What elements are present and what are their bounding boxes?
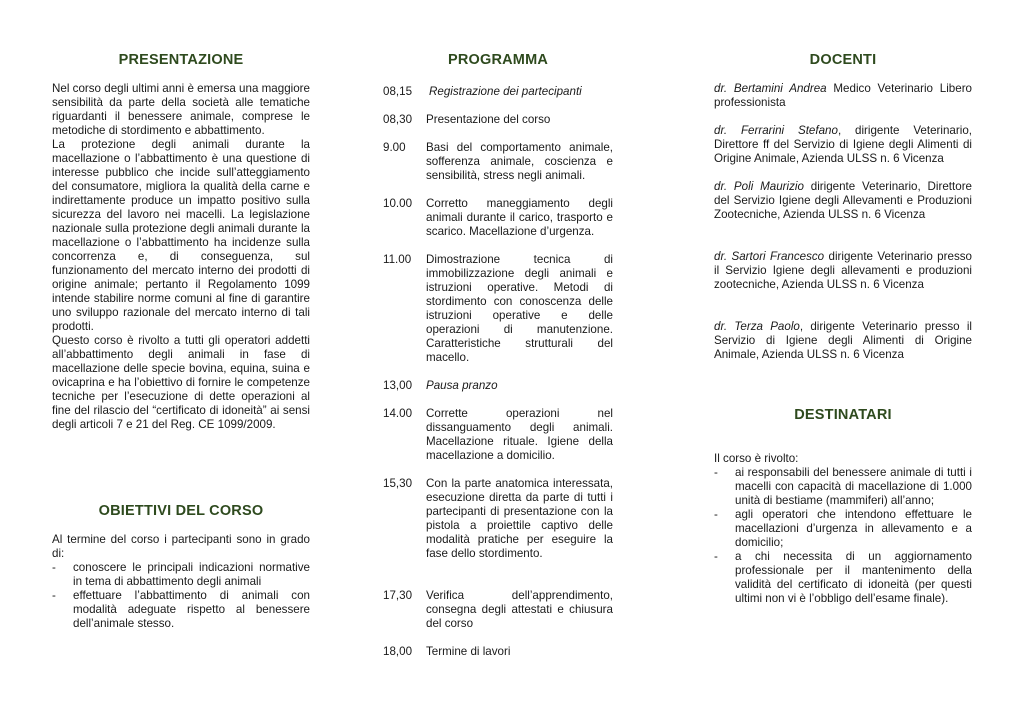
programma-text: Verifica dell’apprendimento, consegna degli attestati e chiusura del corso <box>426 589 613 630</box>
programma-row <box>383 141 613 183</box>
docente-role: , dirigente Veterinario, Direttore ff del Servizio di Igiene degli Alimenti di Origine Animale, Azienda ULSS n. 6 Vicenza <box>714 124 972 165</box>
list-item: - effettuare l’abbattimento di animali con modalità adeguate rispetto al benessere dell’animale stesso. <box>52 589 310 631</box>
programma-text: Termine di lavori <box>426 645 511 658</box>
list-item: - agli operatori che intendono effettuare le macellazioni d’urgenza in allevamento e a domicilio; <box>714 508 972 550</box>
programma-time: 9.00 <box>383 141 406 154</box>
destinatari-body <box>714 452 972 606</box>
obiettivi-heading: OBIETTIVI DEL CORSO <box>98 503 264 519</box>
programma-text: Registrazione dei partecipanti <box>429 85 582 98</box>
list-item: - a chi necessita di un aggiornamento professionale per il mantenimento della validità del certificato di idoneità (per questi ultimi non vi è l’obbligo dell’esame finale). <box>714 550 972 606</box>
docente-name: dr. Terza Paolo <box>714 320 800 333</box>
docente-role: dirigente Veterinario presso il Servizio Igiene degli allevamenti e produzioni zootecniche, Azienda ULSS n. 6 Vicenza <box>714 250 972 291</box>
programma-time: 15,30 <box>383 477 413 490</box>
programma-row <box>383 477 613 561</box>
presentazione-heading: PRESENTAZIONE <box>118 52 244 68</box>
programma-row <box>383 589 613 631</box>
programma-text: Corretto maneggiamento degli animali durante il carico, trasporto e scarico. Macellazione d’urgenza. <box>426 197 613 238</box>
programma-row <box>383 645 613 659</box>
presentazione-paragraph: Nel corso degli ultimi anni è emersa una maggiore sensibilità da parte della società alle tematiche riguardanti il benessere animale, comprese le metodiche di stordimento e abbattimento. <box>52 82 310 137</box>
destinatari-intro: Il corso è rivolto: <box>714 452 799 465</box>
docente-entry <box>714 124 972 166</box>
obiettivi-body <box>52 533 310 631</box>
programma-time: 13,00 <box>383 379 413 392</box>
programma-text: Presentazione del corso <box>426 113 551 126</box>
docente-entry <box>714 320 972 362</box>
docente-entry <box>714 82 972 110</box>
programma-time: 17,30 <box>383 589 413 602</box>
list-item: - ai responsabili del benessere animale di tutti i macelli con capacità di macellazione di 1.000 unità di bestiame (mammiferi) all’anno; <box>714 466 972 508</box>
obiettivi-intro: Al termine del corso i partecipanti sono in grado di: <box>52 533 310 560</box>
programma-time: 14.00 <box>383 407 413 420</box>
docente-name: dr. Bertamini Andrea <box>714 82 827 95</box>
programma-text: Corrette operazioni nel dissanguamento degli animali. Macellazione rituale. Igiene della macellazione a domicilio. <box>426 407 613 462</box>
presentazione-paragraph: La protezione degli animali durante la macellazione o l’abbattimento è una questione di interesse pubblico che incide sull’atteggiamento del consumatore, migliora la qualità della carne e indirettamente produce un impatto positivo sulla sicurezza del lavoro nei macelli. La legislazione nazionale sulla protezione degli animali durante la macellazione o l’abbattimento ha incidenze sulla concorrenza e, di conseguenza, sul funzionamento del mercato interno dei prodotti di origine animale; pertanto il Regolamento 1099 intende stabilire norme comuni al fine di garantire uno sviluppo razionale del mercato interno di tali prodotti. <box>52 138 310 333</box>
docente-role: Medico Veterinario Libero professionista <box>714 82 972 109</box>
docente-name: dr. Sartori Francesco <box>714 250 825 263</box>
presentazione-paragraph: Questo corso è rivolto a tutti gli operatori addetti all’abbattimento degli animali in fase di macellazione delle specie bovina, equina, suina e ovicaprina e ha l’obiettivo di fornire le competenze tecniche per l’esecuzione di dette operazioni al fine del rilascio del “certificato di idoneità” ai sensi degli articoli 7 e 21 del Reg. CE 1099/2009. <box>52 334 310 431</box>
destinatari-list <box>714 466 972 606</box>
programma-time: 11.00 <box>383 253 412 266</box>
programma-time: 10.00 <box>383 197 413 210</box>
programma-row <box>383 407 613 463</box>
docente-name: dr. Ferrarini Stefano <box>714 124 838 137</box>
programma-text: Pausa pranzo <box>426 379 498 392</box>
docente-entry <box>714 250 972 292</box>
obiettivi-list <box>52 561 310 631</box>
programma-time: 18,00 <box>383 645 413 658</box>
presentazione-body <box>52 82 310 432</box>
programma-row <box>383 253 613 365</box>
docenti-heading: DOCENTI <box>809 52 877 68</box>
programma-text: Con la parte anatomica interessata, esecuzione diretta da parte di tutti i partecipanti di presentazione con la pistola a proiettile captivo delle modalità pratiche per eseguire la fase dello stordimento. <box>426 477 613 560</box>
programma-time: 08,15 <box>383 85 413 98</box>
programma-row <box>383 113 613 127</box>
docente-role: dirigente Veterinario, Direttore del Servizio Igiene degli Allevamenti e Produzioni Zootecniche, Azienda ULSS n. 6 Vicenza <box>714 180 972 221</box>
docente-role: , dirigente Veterinario presso il Servizio di Igiene degli Alimenti di Origine Animale, Azienda ULSS n. 6 Vicenza <box>714 320 972 361</box>
programma-row <box>383 197 613 239</box>
programma-time: 08,30 <box>383 113 413 126</box>
programma-text: Basi del comportamento animale, sofferenza animale, coscienza e sensibilità, stress negli animali. <box>426 141 613 182</box>
list-item: - conoscere le principali indicazioni normative in tema di abbattimento degli animali <box>52 561 310 589</box>
programma-row <box>383 379 613 393</box>
programma-row <box>383 85 613 99</box>
programma-heading: PROGRAMMA <box>447 52 549 68</box>
destinatari-heading: DESTINATARI <box>794 407 892 423</box>
docente-entry <box>714 180 972 222</box>
programma-text: Dimostrazione tecnica di immobilizzazione degli animali e istruzioni operative. Metodi di stordimento con conoscenza delle istruzioni operative e delle operazioni di manutenzione. Caratteristiche strutturali del macello. <box>426 253 613 364</box>
docente-name: dr. Poli Maurizio <box>714 180 804 193</box>
